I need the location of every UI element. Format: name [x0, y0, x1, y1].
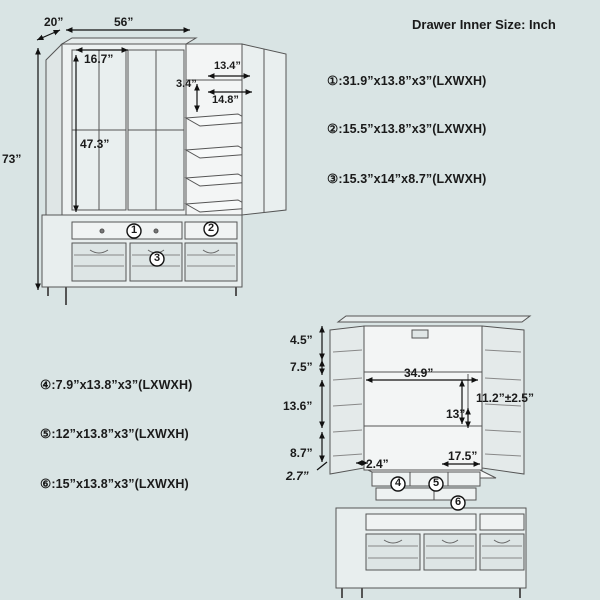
spec-item-5 [40, 426, 189, 441]
spec-text-4: :7.9”x13.8”x3”(LXWXH) [51, 378, 193, 392]
dim-h-8-7: 8.7” [290, 446, 313, 460]
dim-drawer-gap: 2.4” [366, 457, 389, 471]
dim-height: 73” [2, 152, 22, 166]
dim-drawer-width: 17.5” [448, 449, 478, 463]
spec-num-2: ② [327, 122, 339, 136]
spec-num-6: ⑥ [40, 477, 52, 491]
spec-text-1: :31.9”x13.8”x3”(LXWXH) [338, 74, 487, 88]
marker-6: 6 [455, 496, 462, 508]
dim-door-height: 47.3” [80, 137, 110, 151]
spec-text-6: :15”x13.8”x3”(LXWXH) [51, 477, 189, 491]
dim-h-2-7: 2.7” [286, 469, 309, 483]
dim-rod-height: 11.2”±2.5” [476, 391, 534, 405]
dim-h-7-5: 7.5” [290, 360, 313, 374]
dim-h-13-6: 13.6” [283, 399, 313, 413]
dim-depth: 20” [44, 15, 64, 29]
dim-shelf-width-2: 14.8” [212, 94, 239, 106]
spec-item-2 [327, 121, 486, 136]
dim-shelf-width-1: 13.4” [214, 60, 241, 72]
marker-4: 4 [395, 477, 402, 489]
armoire-bottom-drawing [330, 316, 530, 598]
marker-2: 2 [208, 222, 215, 234]
dim-door-width: 16.7” [84, 52, 114, 66]
spec-item-3 [327, 171, 486, 186]
armoire-top-drawing [42, 38, 286, 305]
spec-item-1 [327, 73, 486, 88]
spec-item-6 [40, 476, 189, 491]
marker-5: 5 [433, 477, 440, 489]
marker-1: 1 [131, 224, 138, 236]
dim-inner-width: 34.9” [404, 366, 434, 380]
spec-num-4: ④ [40, 378, 52, 392]
spec-text-2: :15.5”x13.8”x3”(LXWXH) [338, 122, 487, 136]
dim-shelf-gap: 3.4” [176, 78, 197, 90]
dim-inner-depth: 13” [446, 407, 466, 421]
spec-num-3: ③ [327, 172, 339, 186]
drawer-size-title: Drawer Inner Size: Inch [412, 17, 556, 32]
dim-width: 56” [114, 15, 134, 29]
marker-3: 3 [154, 252, 161, 264]
spec-num-1: ① [327, 74, 339, 88]
dim-h-4-5: 4.5” [290, 333, 313, 347]
spec-num-5: ⑤ [40, 427, 52, 441]
spec-text-3: :15.3”x14”x8.7”(LXWXH) [338, 172, 487, 186]
spec-text-5: :12”x13.8”x3”(LXWXH) [51, 427, 189, 441]
spec-item-4 [40, 377, 192, 392]
